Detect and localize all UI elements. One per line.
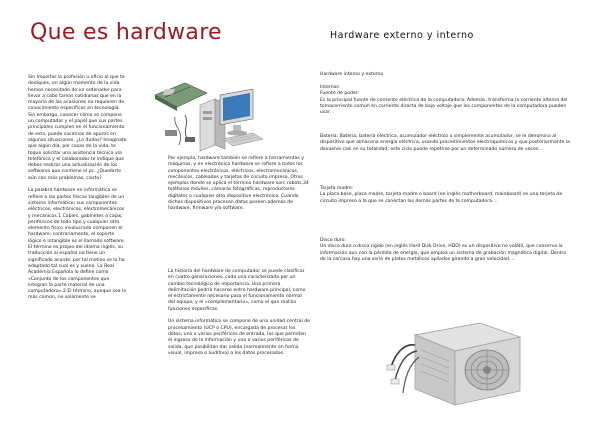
system-paragraph: Un sistema informático se compone de una unidad central de procesamiento (UCP o CPU), encargada de procesar los datos, uno o varios periféricos de entrada, los que permiten el ingreso de la información y uno o varios periféricos de salida, que posibilitan dar salida (normalmente en forma visual, impresa o auditiva) a los datos procesados. [168, 319, 310, 356]
right-page-title: Hardware externo y interno [330, 30, 474, 41]
intro-column [28, 75, 128, 308]
cables-icon [165, 115, 195, 145]
fuente-text: Es la principal fuente de corriente eléctrica de la computadora. Además, transforma la corriente alterna del tomacorriente común en corriente directa de bajo voltaje que los componentes de la computadora pueden usar. . [320, 97, 568, 116]
examples-paragraph: Por ejemplo, hardware también se refiere a herramientas y máquinas, y en electrónica hardware se refiere a todos los componentes electrónicos, eléctricos, electromecánicos, mecánicos, cableados y tarjetas de circuito impreso. Otros ejemplos donde se aplica el término hardware son: robots,34 teléfonos móviles, cámaras fotográficas, reproductores digitales o cualquier otro dispositivo electrónico. Cuando dichos dispositivos procesan datos poseen además de hardware, firmware y/o software. [168, 156, 309, 212]
examples-column [168, 156, 310, 219]
internos-label: Internos: [320, 85, 341, 90]
section-heading: Hardware interno y externo [320, 72, 384, 77]
computer-illustration [145, 75, 265, 155]
history-column [168, 269, 310, 363]
left-page-title: Que es hardware [30, 20, 222, 45]
keyboard-icon [223, 133, 263, 146]
bateria-text: Batería: Batería, batería eléctrica, acumulador eléctrico o simplemente acumulador, se le denomina al dispositivo que almacena energía eléctrica, usando procedimientos electroquímicos y que posteriormente la devuelve casi en su totalidad; este ciclo puede repetirse por un determinado número de veces. . [320, 134, 570, 152]
intro-paragraph: Sin importar la profesión u oficio al que te dediques, en algún momento de la vida hemos necesitado de un ordenador para llevar a cabo tareas cotidianas que en la mayoría de las ocasiones no requieren de conocimiento específicos en tecnología. Sin embargo, conocer cómo se compone un computador y el papel que sus partes principales cumplen en el funcionamiento de esta, puede sacarnos de apuros en algunas situaciones. ¿Lo dudas? Imagínate que algún día, por cosas de la vida, te toque solicitar una asistencia técnica vía telefónica y el colaborador te indique que debes realizar una actualización de los softwares que contiene el pc. ¿Quedarte aún con más problemas, cierto? [28, 75, 127, 181]
definition-paragraph: La palabra hardware en informática se refiere a las partes físicas tangibles de un sistema informático; sus componentes eléctricos, electrónicos, electromecánicos y mecánicos.1 Cables, gabinetes o cajas, periféricos de todo tipo y cualquier otro elemento físico involucrado componen el hardware; contrariamente, el soporte lógico e intangible es el llamado software. El término es propio del idioma inglés, su traducción al español no tiene un significado acorde, por tal motivo se lo ha adoptado tal cual es y suena. La Real Academia Española lo define como «Conjunto de los componentes que integran la parte material de una computadora».2 El término, aunque sea lo más común, no solamente se [28, 188, 127, 301]
fan-grill-icon [465, 350, 509, 390]
fuente-label: Fuente de poder: [320, 91, 360, 97]
disco-label: Disco duro: [320, 238, 346, 243]
tarjeta-text: La placa base, placa madre, tarjeta madre o board (en inglés motherboard, mainboard) es una tarjeta de circuito impreso a la que se conectan las demás partes de la computadora. .. [320, 192, 563, 204]
history-paragraph: La historia del hardware de computador se puede clasificar en cuatro generaciones, cada una caracterizada por un cambio tecnológico de importancia. Una primera delimitación podría hacerse entre hardware principal, como el estrictamente necesario para el funcionamiento normal del equipo, y el «complementario», como el que realiza funciones específicas. [168, 269, 306, 312]
motherboard-icon [155, 83, 207, 111]
psu-cables-icon [387, 345, 419, 393]
disco-text: Un disco duro o disco rígido (en inglés Hard Disk Drive, HDD) es un dispositivo no volátil, que conserva la información aun con la pérdida de energía, que emplea un sistema de grabación magnética digital. Dentro de la carcasa hay una serie de platos metálicos apilados girando a gran velocidad. .. [320, 244, 567, 262]
power-supply-illustration [385, 305, 530, 415]
tarjeta-label: Tarjeta madre: [320, 186, 354, 191]
